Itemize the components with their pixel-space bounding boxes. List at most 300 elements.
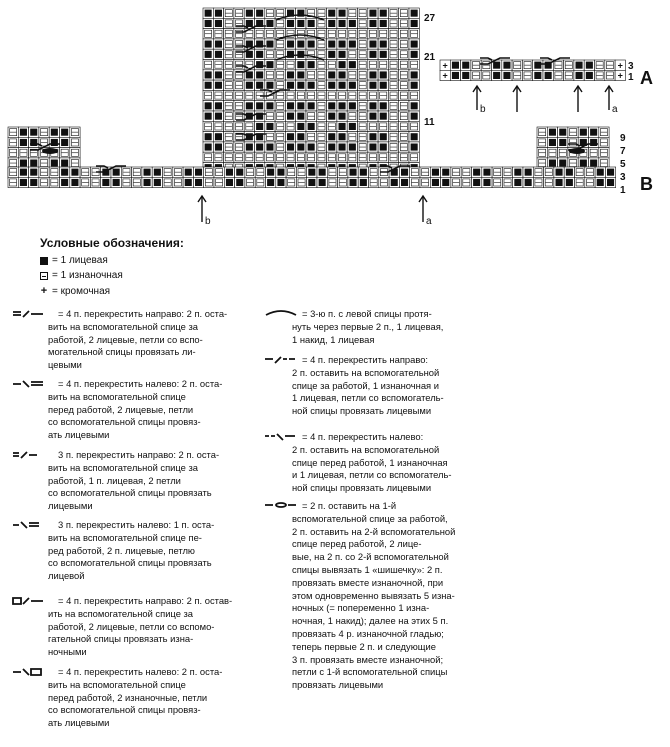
- chart-cell: [368, 49, 378, 59]
- chart-cell: [358, 60, 368, 70]
- chart-cell: [533, 70, 543, 80]
- chart-cell: [502, 70, 512, 80]
- chart-cell: [564, 167, 574, 177]
- chart-cell: [368, 8, 378, 18]
- chart-cell: [337, 70, 347, 80]
- chart-cell: [337, 49, 347, 59]
- chart-cell: [213, 29, 223, 39]
- chart-cell: [575, 177, 585, 187]
- chart-cell: [492, 167, 502, 177]
- chart-cell: [203, 80, 213, 90]
- chart-cell: [543, 70, 553, 80]
- chart-cell: [409, 101, 419, 111]
- chart-cell: [568, 158, 578, 168]
- legend-line: работой, 1 п. лицевая, 2 петли: [48, 474, 181, 486]
- chart-cell: [348, 167, 358, 177]
- chart-cell: [399, 8, 409, 18]
- chart-cell: [547, 127, 557, 137]
- chart-cell: [369, 167, 379, 177]
- chart-cell: [388, 18, 398, 28]
- chart-cell: [60, 137, 70, 147]
- chart-cell: [245, 177, 255, 187]
- chart-cell: [388, 111, 398, 121]
- chart-cell: [265, 60, 275, 70]
- chart-cell: [378, 60, 388, 70]
- legend-line: провязать лицевыми: [292, 679, 384, 691]
- legend-line: ночными: [48, 646, 87, 658]
- chart-cell: [410, 177, 420, 187]
- chart-cell: [595, 70, 605, 80]
- legend-line: вить на вспомогательной спице пе-: [48, 531, 202, 543]
- chart-cell: [605, 70, 615, 80]
- chart-cell: [203, 29, 213, 39]
- chart-cell: [378, 18, 388, 28]
- chart-cell: [347, 111, 357, 121]
- chart-cell: [296, 70, 306, 80]
- chart-cell: [204, 177, 214, 187]
- chart-cell: [285, 121, 295, 131]
- chart-cell: [451, 177, 461, 187]
- chart-cell: [399, 29, 409, 39]
- chart-cell: [244, 121, 254, 131]
- chart-cell: [316, 142, 326, 152]
- chart-cell: [234, 29, 244, 39]
- chart-cell: [39, 158, 49, 168]
- chart-cell: [255, 29, 265, 39]
- chart-cell: [193, 177, 203, 187]
- chart-label-b: B: [640, 174, 653, 194]
- chart-cell: [482, 177, 492, 187]
- chart-cell: [275, 101, 285, 111]
- chart-cell: [296, 39, 306, 49]
- chart-cell: [317, 167, 327, 177]
- chart-cell: [523, 177, 533, 187]
- chart-cell: [537, 158, 547, 168]
- chart-cell: [589, 148, 599, 158]
- legend-line: вые, на 2 п. со 2-й вспомогательной: [292, 551, 449, 563]
- legend-right-entry-0: [264, 308, 464, 346]
- chart-cell: [461, 167, 471, 177]
- chart-cell: [306, 152, 316, 162]
- chart-cell: [544, 177, 554, 187]
- chart-cell: [388, 142, 398, 152]
- chart-cell: [399, 152, 409, 162]
- legend-line: = 4 п. перекрестить направо:: [302, 354, 429, 365]
- row-number: 27: [424, 13, 436, 24]
- arrow-a-bottom: [419, 196, 432, 227]
- legend-line: ной спицы провязать лицевыми: [292, 482, 432, 494]
- chart-cell: [224, 80, 234, 90]
- chart-cell: [547, 137, 557, 147]
- chart-cell: [599, 127, 609, 137]
- chart-cell: [203, 49, 213, 59]
- chart-cell: [132, 167, 142, 177]
- chart-cell: [368, 18, 378, 28]
- chart-cell: [388, 70, 398, 80]
- chart-cell: [265, 18, 275, 28]
- chart-cell: [368, 80, 378, 90]
- chart-cell: [265, 152, 275, 162]
- chart-cell: [595, 167, 605, 177]
- chart-cell: [275, 142, 285, 152]
- legend-line: = 4 п. перекрестить направо: 2 п. оста-: [58, 308, 228, 319]
- chart-cell: [49, 127, 59, 137]
- chart-cell: [337, 80, 347, 90]
- chart-cell: [285, 152, 295, 162]
- chart-cell: [430, 177, 440, 187]
- legend-line: = 4 п. перекрестить налево: 2 п. оста-: [58, 378, 223, 389]
- chart-cell: [450, 60, 460, 70]
- chart-cell: [213, 8, 223, 18]
- chart-cell: [234, 121, 244, 131]
- chart-cell: [492, 70, 502, 80]
- chart-cell: [224, 60, 234, 70]
- svg-text:b: b: [480, 104, 486, 115]
- legend-line: вить на вспомогательной спице: [48, 390, 186, 402]
- chart-cell: [306, 121, 316, 131]
- chart-cell: [224, 152, 234, 162]
- chart-cell: [203, 132, 213, 142]
- chart-cell: [244, 101, 254, 111]
- chart-cell: [235, 167, 245, 177]
- chart-cell: [348, 177, 358, 187]
- chart-cell: [234, 90, 244, 100]
- chart-cell: [18, 148, 28, 158]
- purl-stitch-icon: [40, 272, 48, 280]
- chart-cell: [399, 167, 409, 177]
- chart-cell: [409, 18, 419, 28]
- chart-cell: [224, 101, 234, 111]
- chart-cell: [430, 167, 440, 177]
- chart-cell: [255, 70, 265, 80]
- row-number: 9: [620, 133, 626, 144]
- chart-cell: [224, 90, 234, 100]
- chart-cell: [203, 60, 213, 70]
- chart-cell: [224, 29, 234, 39]
- chart-cell: [265, 142, 275, 152]
- chart-cell: [347, 60, 357, 70]
- legend-line: 3 п. перекрестить направо: 2 п. оста-: [58, 449, 220, 460]
- chart-cell: [409, 90, 419, 100]
- chart-cell: [575, 167, 585, 177]
- chart-cell: [193, 167, 203, 177]
- chart-cell: [440, 70, 450, 80]
- chart-cell: [368, 111, 378, 121]
- chart-cell: [358, 39, 368, 49]
- chart-cell: [265, 29, 275, 39]
- chart-cell: [409, 142, 419, 152]
- chart-cell: [368, 142, 378, 152]
- chart-cell: [316, 70, 326, 80]
- legend-line: 2 п. оставить на 2-й вспомогательной: [292, 525, 456, 537]
- legend-left-entry-4: [12, 595, 278, 659]
- legend-line: работой, 2 лицевые, петли со вспо-: [48, 333, 203, 345]
- chart-cell: [316, 80, 326, 90]
- chart-cell: [234, 60, 244, 70]
- chart-cell: [358, 70, 368, 80]
- legend-line: = 4 п. перекрестить направо: 2 п. остав-: [58, 595, 233, 606]
- chart-cell: [599, 158, 609, 168]
- chart-cell: [265, 121, 275, 131]
- chart-cell: [554, 167, 564, 177]
- chart-cell: [235, 177, 245, 187]
- chart-cell: [266, 177, 276, 187]
- chart-cell: [599, 148, 609, 158]
- chart-cell: [327, 142, 337, 152]
- chart-cell: [90, 177, 100, 187]
- chart-cell: [327, 49, 337, 59]
- chart-cell: [368, 70, 378, 80]
- chart-cell: [255, 132, 265, 142]
- chart-cell: [244, 142, 254, 152]
- chart-cell: [471, 70, 481, 80]
- chart-cell: [255, 142, 265, 152]
- chart-cell: [224, 39, 234, 49]
- chart-cell: [388, 101, 398, 111]
- chart-cell: [327, 29, 337, 39]
- chart-cell: [213, 152, 223, 162]
- chart-cell: [234, 152, 244, 162]
- chart-cell: [553, 60, 563, 70]
- chart-cell: [234, 18, 244, 28]
- chart-cell: [265, 132, 275, 142]
- chart-cell: [60, 167, 70, 177]
- legend-line: вить на вспомогательной спице: [48, 678, 186, 690]
- chart-cell: [285, 132, 295, 142]
- chart-cell: [461, 177, 471, 187]
- chart-cell: [450, 70, 460, 80]
- legend-line: ред работой, 2 п. лицевые, петлю: [48, 544, 195, 556]
- cross-4-left-mixed-icon: [264, 432, 298, 442]
- legend-left-entry-2: [12, 449, 278, 513]
- chart-cell: [275, 60, 285, 70]
- chart-cell: [378, 8, 388, 18]
- chart-cell: [265, 70, 275, 80]
- chart-cell: [388, 49, 398, 59]
- legend-line: вспомогательной спице за работой,: [292, 512, 448, 524]
- chart-cell: [244, 90, 254, 100]
- chart-cell: [203, 142, 213, 152]
- chart-cell: [327, 152, 337, 162]
- chart-cell: [255, 8, 265, 18]
- chart-cell: [316, 132, 326, 142]
- legend-line: могательной спицы провязать ли-: [48, 346, 196, 358]
- chart-cell: [378, 29, 388, 39]
- chart-cell: [255, 101, 265, 111]
- chart-cell: [502, 60, 512, 70]
- chart-cell: [399, 132, 409, 142]
- chart-cell: [554, 177, 564, 187]
- chart-grid: [8, 8, 625, 188]
- chart-cell: [49, 177, 59, 187]
- chart-cell: [204, 167, 214, 177]
- chart-cell: [451, 167, 461, 177]
- chart-cell: [306, 132, 316, 142]
- chart-cell: [368, 101, 378, 111]
- chart-cell: [203, 152, 213, 162]
- chart-cell: [461, 60, 471, 70]
- arrow-b-bottom: [198, 196, 211, 227]
- legend-left-entry-3: [12, 519, 278, 583]
- chart-cell: [101, 177, 111, 187]
- knitting-chart: [0, 0, 670, 232]
- chart-cell: [316, 8, 326, 18]
- pull-over-icon: [264, 309, 298, 319]
- chart-cell: [347, 101, 357, 111]
- knit-stitch-icon: [40, 257, 48, 265]
- svg-text:+: +: [617, 60, 623, 71]
- chart-cell: [285, 49, 295, 59]
- chart-cell: [203, 111, 213, 121]
- chart-cell: [203, 90, 213, 100]
- chart-cell: [296, 90, 306, 100]
- chart-cell: [358, 142, 368, 152]
- legend-line: и 1 лицевая, петли со вспомогатель-: [292, 469, 452, 481]
- legend-line: 3 п. перекрестить налево: 1 п. оста-: [58, 519, 215, 530]
- legend-line: теперь первые 2 п. и следующие: [292, 640, 436, 652]
- chart-cell: [378, 80, 388, 90]
- chart-cell: [327, 80, 337, 90]
- legend-line: спице перед работой, 1 изнаночная: [292, 456, 448, 468]
- chart-cell: [512, 60, 522, 70]
- chart-cell: [347, 70, 357, 80]
- chart-cell: [358, 90, 368, 100]
- chart-cell: [409, 152, 419, 162]
- chart-cell: [275, 152, 285, 162]
- svg-text:a: a: [612, 104, 618, 115]
- chart-cell: [306, 60, 316, 70]
- bobble-cable-icon: [264, 501, 298, 511]
- chart-cell: [409, 49, 419, 59]
- chart-cell: [574, 60, 584, 70]
- chart-cell: [378, 39, 388, 49]
- legend-line: перед работой, 2 лицевые, петли: [48, 403, 194, 415]
- chart-cell: [255, 80, 265, 90]
- chart-cell: [399, 142, 409, 152]
- chart-cell: [388, 8, 398, 18]
- chart-cell: [285, 111, 295, 121]
- legend-line: работой, 2 лицевые, петли со вспомо-: [48, 620, 215, 632]
- chart-cell: [337, 29, 347, 39]
- chart-cell: [388, 121, 398, 131]
- chart-cell: [558, 148, 568, 158]
- chart-cell: [537, 148, 547, 158]
- cross-4-left-purl-icon: [12, 667, 46, 677]
- chart-cell: [60, 127, 70, 137]
- chart-cell: [224, 111, 234, 121]
- legend-line: перед работой, 2 изнаночные, петли: [48, 691, 208, 703]
- chart-cell: [544, 167, 554, 177]
- legend-line: 1 накид, 1 лицевая: [292, 333, 375, 345]
- chart-cell: [347, 132, 357, 142]
- chart-cell: [409, 111, 419, 121]
- chart-cell: [306, 80, 316, 90]
- chart-cell: [347, 29, 357, 39]
- legend-line: 2 п. оставить на вспомогательной: [292, 443, 440, 455]
- chart-cell: [327, 18, 337, 28]
- chart-cell: [337, 18, 347, 28]
- chart-cell: [358, 152, 368, 162]
- chart-cell: [378, 111, 388, 121]
- chart-cell: [589, 137, 599, 147]
- chart-cell: [173, 177, 183, 187]
- chart-cell: [163, 177, 173, 187]
- chart-cell: [337, 142, 347, 152]
- chart-cell: [585, 177, 595, 187]
- chart-cell: [316, 39, 326, 49]
- legend-line: 2 п. оставить на вспомогательной: [292, 366, 440, 378]
- chart-cell: [224, 132, 234, 142]
- chart-cell: [399, 177, 409, 187]
- chart-cell: [605, 167, 615, 177]
- chart-cell: [558, 137, 568, 147]
- chart-cell: [399, 121, 409, 131]
- chart-cell: [255, 121, 265, 131]
- chart-cell: [327, 132, 337, 142]
- chart-cell: [142, 177, 152, 187]
- chart-cell: [558, 158, 568, 168]
- chart-cell: [409, 70, 419, 80]
- chart-cell: [605, 177, 615, 187]
- chart-cell: [203, 18, 213, 28]
- chart-cell: [584, 60, 594, 70]
- chart-cell: [29, 127, 39, 137]
- chart-cell: [316, 121, 326, 131]
- cross-4-left-icon: [12, 379, 46, 389]
- chart-cell: [275, 111, 285, 121]
- row-number: 7: [620, 146, 626, 157]
- svg-text:+: +: [442, 70, 448, 81]
- chart-cell: [316, 60, 326, 70]
- chart-cell: [347, 121, 357, 131]
- chart-cell: [388, 39, 398, 49]
- chart-label-a: A: [640, 68, 653, 88]
- chart-cell: [512, 70, 522, 80]
- legend-title: Условные обозначения:: [40, 236, 184, 250]
- arrow-b-top: [473, 86, 486, 115]
- chart-cell: [595, 60, 605, 70]
- chart-cell: [39, 167, 49, 177]
- chart-cell: [296, 29, 306, 39]
- chart-cell: [203, 8, 213, 18]
- arrow-a-top: [605, 86, 618, 115]
- chart-cell: [388, 80, 398, 90]
- chart-cell: [275, 80, 285, 90]
- chart-cell: [49, 137, 59, 147]
- chart-cell: [347, 142, 357, 152]
- chart-cell: [558, 127, 568, 137]
- chart-cell: [307, 167, 317, 177]
- chart-cell: [306, 111, 316, 121]
- chart-cell: [234, 101, 244, 111]
- chart-cell: [8, 167, 18, 177]
- legend-line: провязать 4 р. изнаночной гладью;: [292, 627, 444, 639]
- chart-cell: [358, 8, 368, 18]
- chart-cell: [296, 18, 306, 28]
- chart-cell: [358, 18, 368, 28]
- chart-cell: [388, 90, 398, 100]
- chart-cell: [337, 101, 347, 111]
- chart-cell: [285, 101, 295, 111]
- chart-cell: [296, 60, 306, 70]
- chart-cell: [337, 111, 347, 121]
- chart-cell: [60, 158, 70, 168]
- legend-knit: = 1 лицевая: [40, 255, 108, 266]
- legend-left-entry-0: [12, 308, 278, 372]
- chart-cell: [347, 152, 357, 162]
- chart-cell: [337, 90, 347, 100]
- chart-cell: [8, 127, 18, 137]
